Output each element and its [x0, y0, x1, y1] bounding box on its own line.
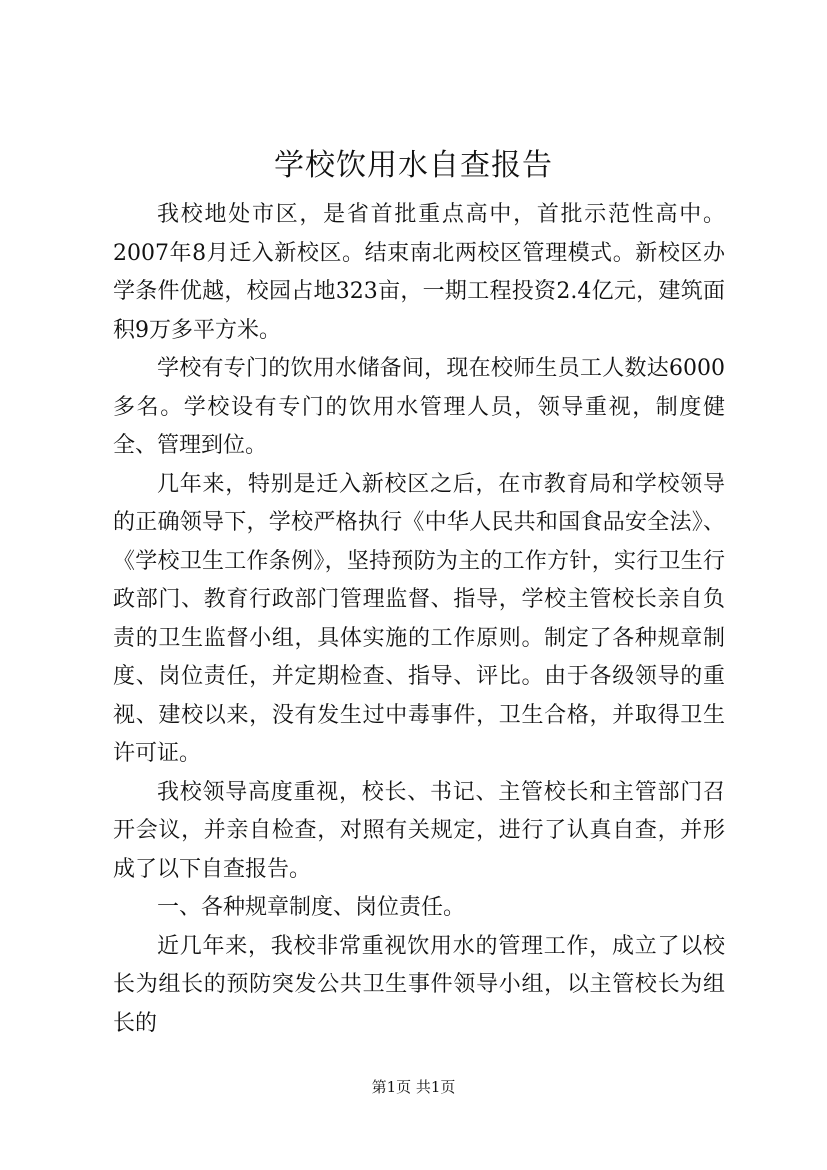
document-title: 学校饮用水自查报告: [274, 148, 553, 183]
section-heading: 一、各种规章制度、岗位责任。: [157, 895, 466, 920]
page-footer: 第1页 共1页: [371, 1078, 456, 1096]
paragraph: 学校有专门的饮用水储备间，现在校师生员工人数达6000多名。学校设有专门的饮用水管理人员，领导重视，制度健全、管理到位。: [113, 356, 725, 458]
paragraph: 我校领导高度重视，校长、书记、主管校长和主管部门召开会议，并亲自检查，对照有关规定，进行了认真自查，并形成了以下自查报告。: [113, 779, 725, 882]
paragraph: 几年来，特别是迁入新校区之后，在市教育局和学校领导的正确领导下，学校严格执行《中华人民共和国食品安全法》、《学校卫生工作条例》，坚持预防为主的工作方针，实行卫生行政部门、教育行政部门管理监督、指导，学校主管校长亲自负责的卫生监督小组，具体实施的工作原则。制定了各种规章制度、岗位责任，并定期检查、指导、评比。由于各级领导的重视、建校以来，没有发生过中毒事件，卫生合格，并取得卫生许可证。: [113, 471, 725, 766]
paragraph: 我校地处市区，是省首批重点高中，首批示范性高中。2007年8月迁入新校区。结束南北两校区管理模式。新校区办学条件优越，校园占地323亩，一期工程投资2.4亿元，建筑面积9万多平方米。: [113, 202, 725, 343]
paragraph: 近几年来，我校非常重视饮用水的管理工作，成立了以校长为组长的预防突发公共卫生事件领导小组，以主管校长为组长的: [113, 933, 725, 1036]
document-body: [113, 196, 725, 1043]
